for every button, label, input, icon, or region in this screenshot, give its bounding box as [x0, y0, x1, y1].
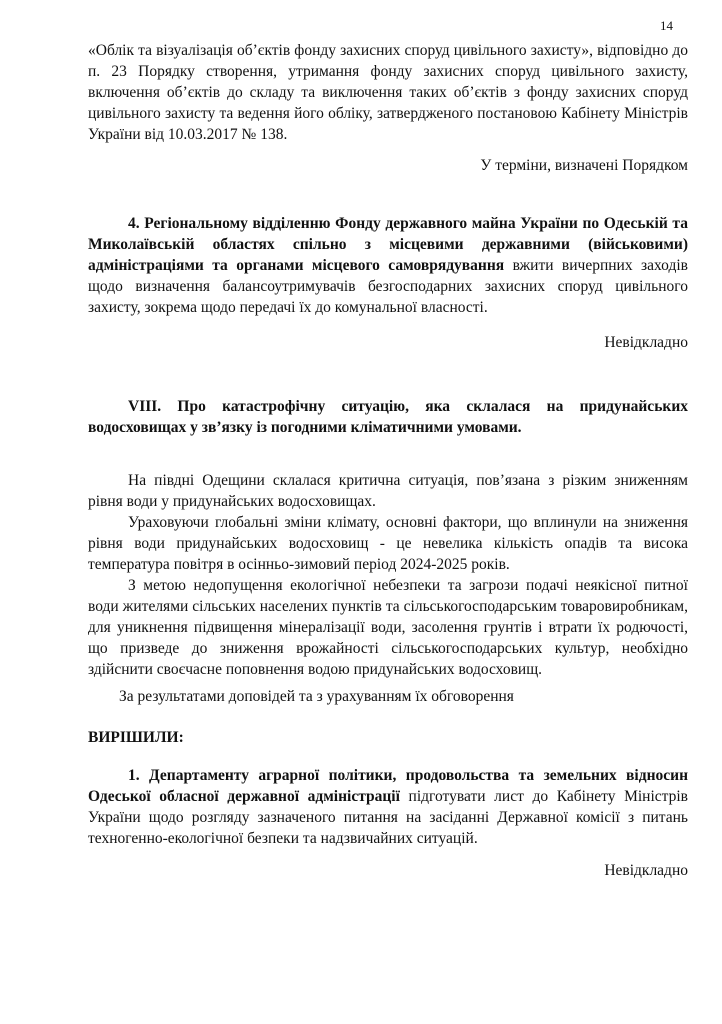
intro-paragraph: «Облік та візуалізація об’єктів фонду захисних споруд цивільного захисту», відповідно до п. 23 Порядку створення, утримання фонду захисних споруд цивільного захисту, включення об’єктів до складу та виключення таких об’єктів з фонду захисних споруд цивільного захисту та ведення його обліку, затвердженого постановою Кабінету Міністрів України від 10.03.2017 № 138.: [88, 42, 688, 143]
resolved-heading: ВИРІШИЛИ:: [88, 729, 184, 746]
item-4-paragraph: [88, 213, 688, 318]
item-1-paragraph: [88, 765, 688, 849]
item-4-deadline: Невідкладно: [604, 334, 688, 351]
item-4-text: вжити вичерпних заходів щодо визначення балансоутримувачів безгосподарних захисних споруд цивільного захисту, зокрема щодо передачі їх до комунальної власності.: [88, 257, 688, 316]
item-1-deadline: Невідкладно: [604, 862, 688, 879]
section-8-heading: VIII. Про катастрофічну ситуацію, яка склалася на придунайських водосховищах у зв’язку із погодними кліматичними умовами.: [88, 398, 688, 436]
section-8-paragraph-2: Ураховуючи глобальні зміни клімату, основні фактори, що вплинули на зниження рівня води придунайських водосховищ - це невелика кількість опадів та висока температура повітря в осінньо-зимовий період 2024-2025 років.: [88, 514, 688, 573]
section-8-paragraph-4: За результатами доповідей та з урахуванням їх обговорення: [119, 688, 514, 705]
section-8-paragraph-1: На півдні Одещини склалася критична ситуація, пов’язана з різким зниженням рівня води у придунайських водосховищах.: [88, 472, 688, 510]
item-4-bold-text: 4. Регіональному відділенню Фонду державного майна України по Одеській та Миколаївській областях спільно з місцевими державними (військовими) адміністраціями та органами місцевого самоврядування: [88, 215, 688, 274]
item-1-text: підготувати лист до Кабінету Міністрів України щодо розгляду зазначеного питання на засіданні Державної комісії з питань техногенно-екологічної безпеки та надзвичайних ситуацій.: [88, 788, 688, 847]
page-number: 14: [660, 18, 673, 33]
intro-deadline: У терміни, визначені Порядком: [480, 157, 688, 174]
item-1-bold-text: 1. Департаменту аграрної політики, продовольства та земельних відносин Одеської обласної державної адміністрації: [88, 767, 688, 805]
section-8-paragraph-3: З метою недопущення екологічної небезпеки та загрози подачі неякісної питної води жителями сільських населених пунктів та сільськогосподарським товаровиробникам, для уникнення підвищення мінералізації води, засолення грунтів і втрати їх родючості, що призведе до зниження врожайності сільськогосподарських культур, необхідно здійснити своєчасне поповнення водою придунайських водосховищ.: [88, 577, 688, 678]
